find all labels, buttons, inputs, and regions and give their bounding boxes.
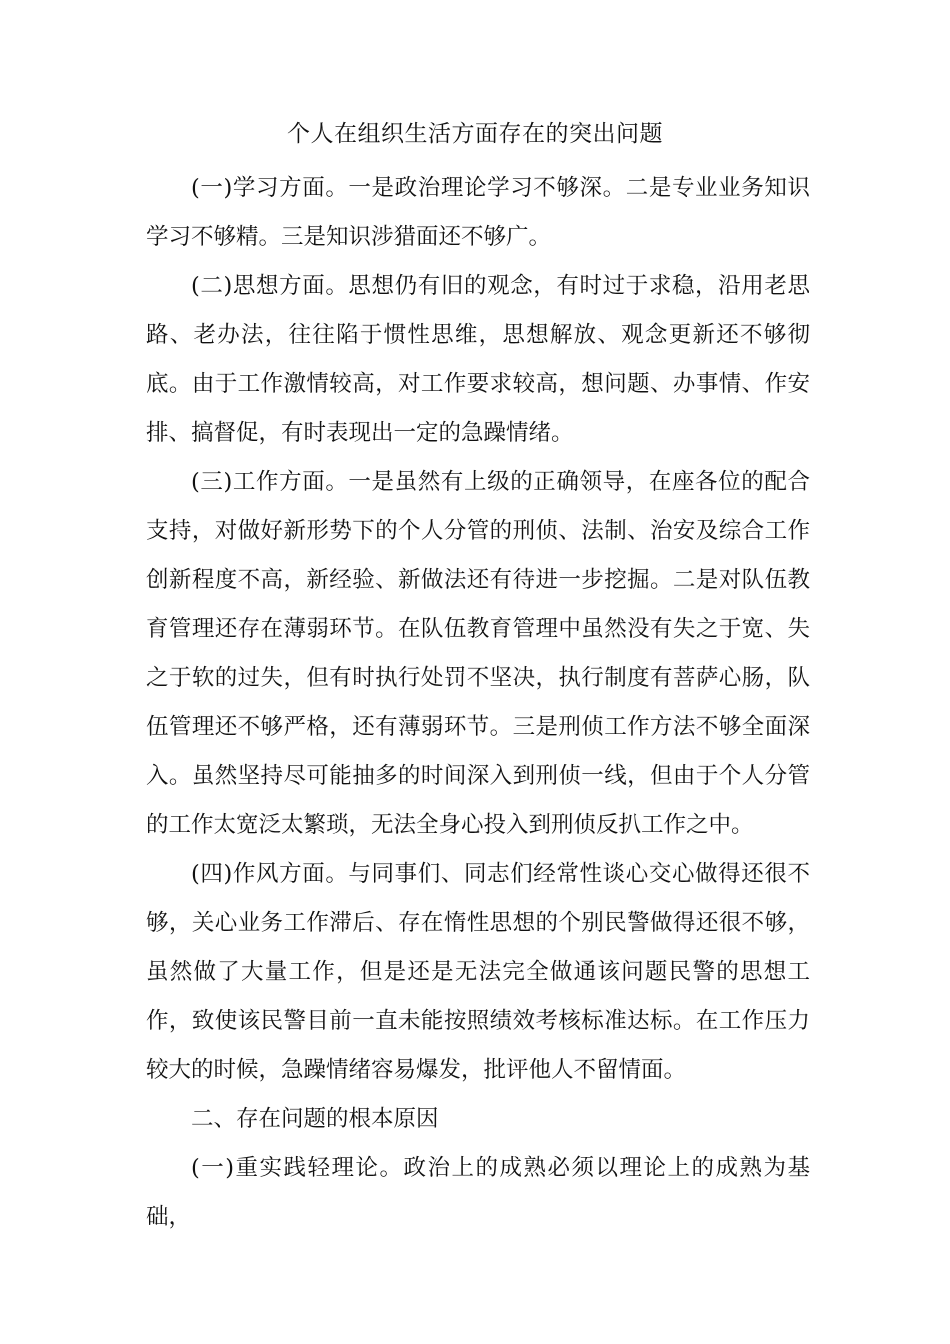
document-body (146, 164, 810, 1242)
paragraph-style: (四)作风方面。与同事们、同志们经常性谈心交心做得还很不够，关心业务工作滞后、存在惰性思想的个别民警做得还很不够，虽然做了大量工作，但是还是无法完全做通该问题民警的思想工作，致使该民警目前一直未能按照绩效考核标准达标。在工作压力较大的时候，急躁情绪容易爆发，批评他人不留情面。 (146, 861, 810, 1083)
paragraph-work: (三)工作方面。一是虽然有上级的正确领导，在座各位的配合支持，对做好新形势下的个人分管的刑侦、法制、治安及综合工作创新程度不高，新经验、新做法还有待进一步挖掘。二是对队伍教育管理还存在薄弱环节。在队伍教育管理中虽然没有失之于宽、失之于软的过失，但有时执行处罚不坚决，执行制度有菩萨心肠，队伍管理还不够严格，还有薄弱环节。三是刑侦工作方法不够全面深入。虽然坚持尽可能抽多的时间深入到刑侦一线，但由于个人分管的工作太宽泛太繁琐，无法全身心投入到刑侦反扒工作之中。 (146, 469, 810, 838)
document-title: 个人在组织生活方面存在的突出问题 (287, 121, 663, 147)
section-heading-root-causes: 二、存在问题的根本原因 (191, 1106, 439, 1132)
paragraph-practice-theory: (一)重实践轻理论。政治上的成熟必须以理论上的成熟为基础， (146, 1155, 810, 1230)
paragraph-study: (一)学习方面。一是政治理论学习不够深。二是专业业务知识学习不够精。三是知识涉猎面还不够广。 (146, 175, 810, 250)
paragraph-thought: (二)思想方面。思想仍有旧的观念，有时过于求稳，沿用老思路、老办法，往往陷于惯性思维，思想解放、观念更新还不够彻底。由于工作激情较高，对工作要求较高，想问题、办事情、作安排、搞督促，有时表现出一定的急躁情绪。 (146, 273, 810, 446)
